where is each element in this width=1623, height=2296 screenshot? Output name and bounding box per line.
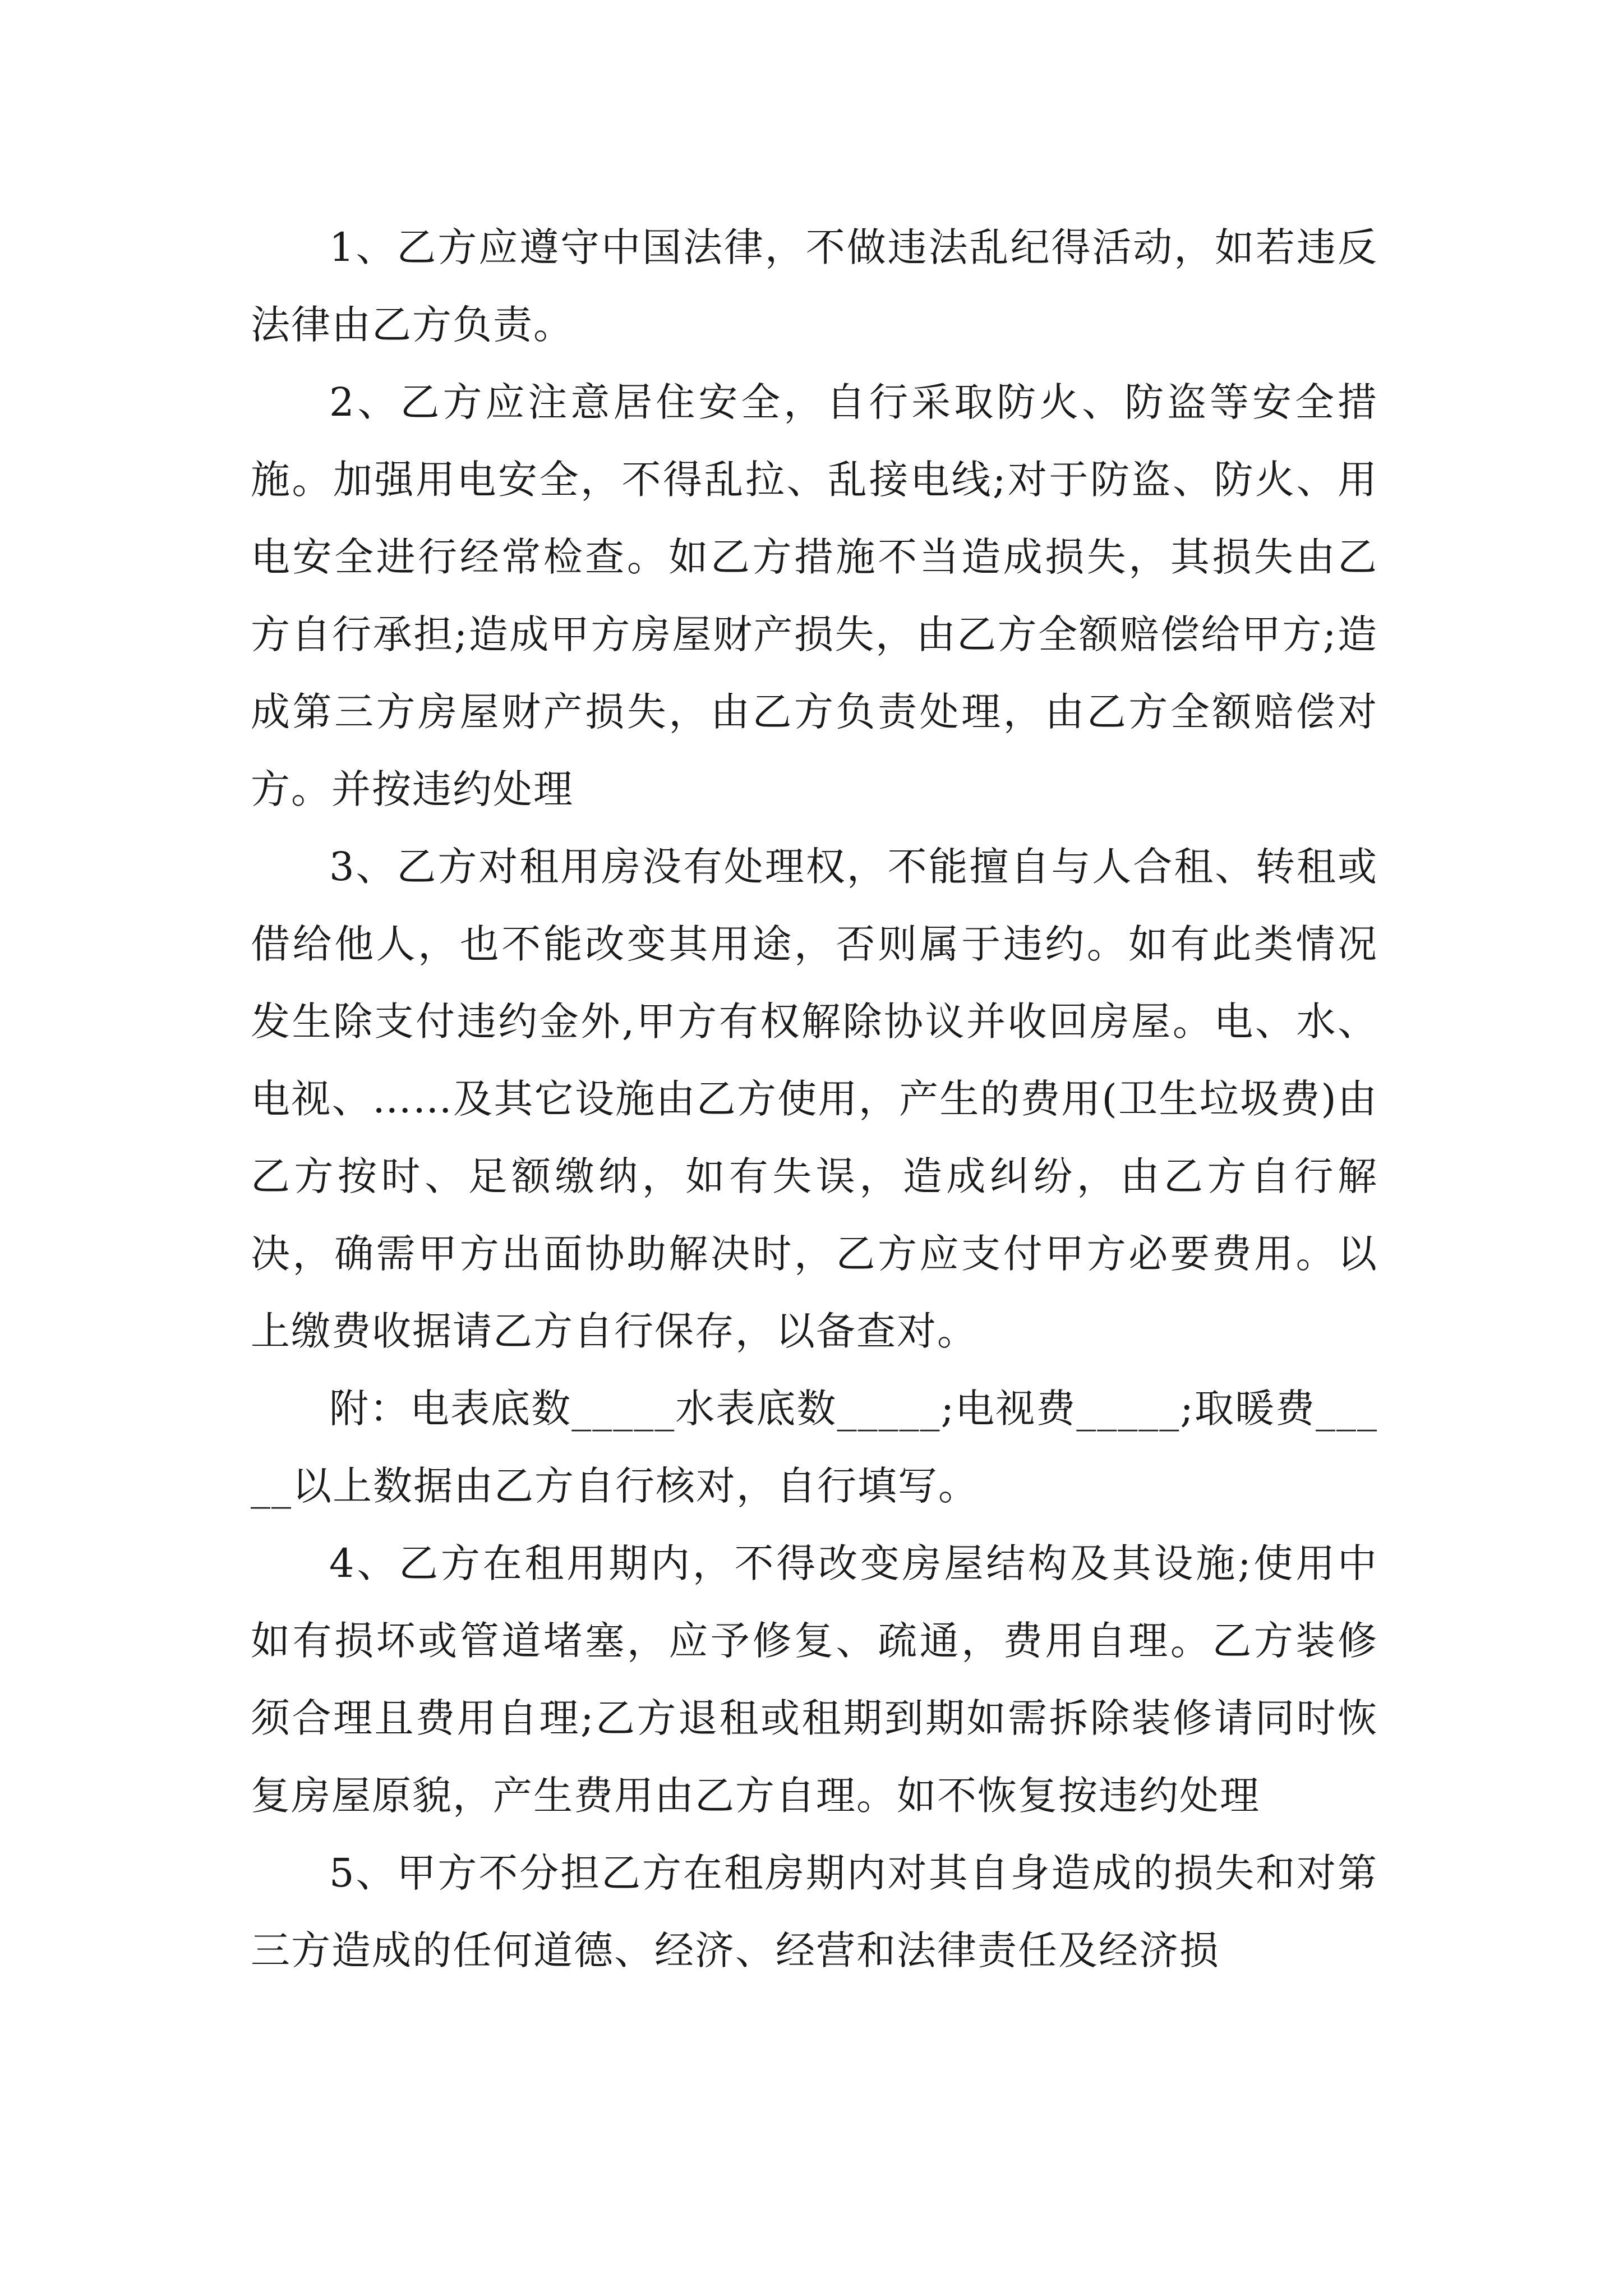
document-page bbox=[251, 209, 1378, 1989]
clause-3-paragraph: 3、乙方对租用房没有处理权，不能擅自与人合租、转租或借给他人，也不能改变其用途，否则属于违约。如有此类情况发生除支付违约金外,甲方有权解除协议并收回房屋。电、水、电视、……及其它设施由乙方使用，产生的费用(卫生垃圾费)由乙方按时、足额缴纳，如有失误，造成纠纷，由乙方自行解决，确需甲方出面协助解决时，乙方应支付甲方必要费用。以上缴费收据请乙方自行保存，以备查对。 bbox=[251, 844, 1378, 1354]
clause-2-paragraph: 2、乙方应注意居住安全，自行采取防火、防盗等安全措施。加强用电安全，不得乱拉、乱接电线;对于防盗、防火、用电安全进行经常检查。如乙方措施不当造成损失，其损失由乙方自行承担;造成甲方房屋财产损失，由乙方全额赔偿给甲方;造成第三方房屋财产损失，由乙方负责处理，由乙方全额赔偿对方。并按违约处理 bbox=[251, 379, 1378, 812]
clause-5-paragraph: 5、甲方不分担乙方在租房期内对其自身造成的损失和对第三方造成的任何道德、经济、经营和法律责任及经济损 bbox=[251, 1850, 1378, 1973]
clause-1-paragraph: 1、乙方应遵守中国法律，不做违法乱纪得活动，如若违反法律由乙方负责。 bbox=[251, 224, 1378, 348]
appendix-meter-readings-paragraph: 附：电表底数_____水表底数_____;电视费_____;取暖费_____以上数据由乙方自行核对，自行填写。 bbox=[251, 1386, 1378, 1509]
clause-4-paragraph: 4、乙方在租用期内，不得改变房屋结构及其设施;使用中如有损坏或管道堵塞，应予修复、疏通，费用自理。乙方装修须合理且费用自理;乙方退租或租期到期如需拆除装修请同时恢复房屋原貌，产生费用由乙方自理。如不恢复按违约处理 bbox=[251, 1540, 1378, 1819]
